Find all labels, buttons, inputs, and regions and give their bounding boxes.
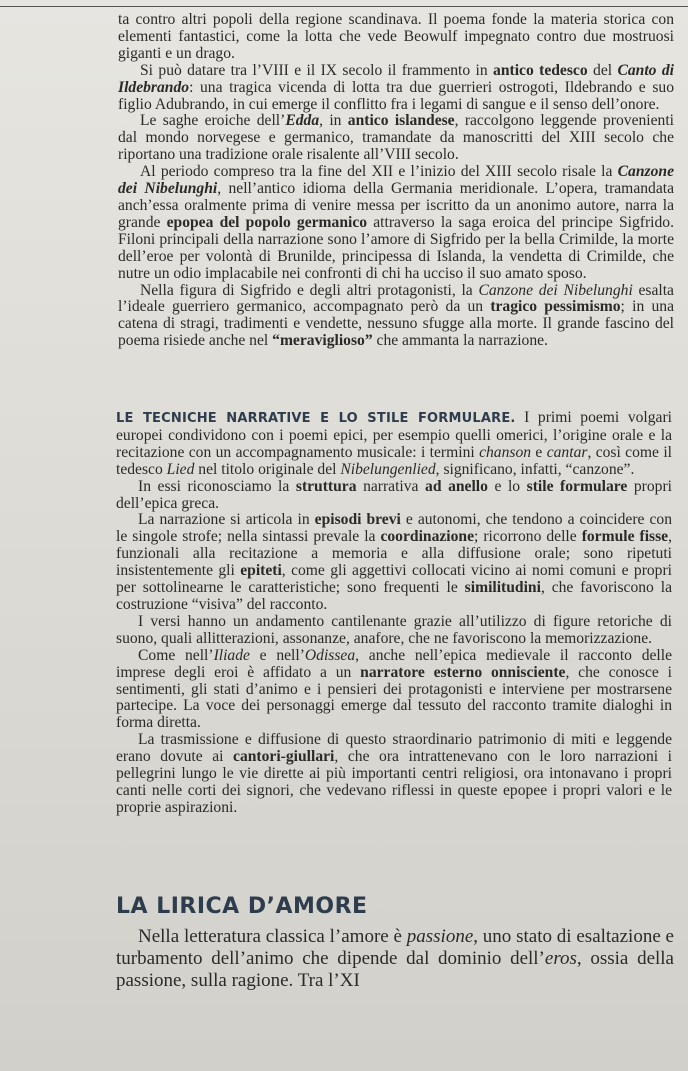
paragraph-oral-origin: LE TECNICHE NARRATIVE E LO STILE FORMULARE. I primi poemi volgari europei condividono con i poemi epici, per esempio quelli omerici, l’origine orale e la recitazione con un accompagnamento musicale: i termini chanson e cantar, così come il tedesco Lied nel titolo originale del Nibelungenlied, significano, infatti, “canzone”. bbox=[116, 409, 672, 478]
section-title-lirica: LA LIRICA D’AMORE bbox=[116, 894, 368, 919]
paragraph-sigfrido: Nella figura di Sigfrido e degli altri protagonisti, la Canzone dei Nibelunghi esalta l’ideale guerriero germanico, accompagnato però da un tragico pessimismo; in una catena di stragi, tradimenti e vendette, nessuno sfugge alla morte. Il grande fascino del poema risiede anche nel “meraviglioso” che ammanta la narrazione. bbox=[118, 281, 674, 350]
paragraph-episodes: La narrazione si articola in episodi brevi e autonomi, che tendono a coincidere con le singole strofe; nella sintassi prevale la coordinazione; ricorrono delle formule fisse, funzionali alla recitazione a memoria e alla diffusione orale; sono ripetuti insistentemente gli epiteti, come gli aggettivi collocati vicino ai nomi comuni e propri per sottolinearne le caratteristiche; sono frequenti le similitudini, che favoriscono la costruzione “visiva” del racconto. bbox=[116, 511, 673, 613]
paragraph-beowulf: ta contro altri popoli della regione scandinava. Il poema fonde la materia storica con elementi fantastici, come la lotta che vede Beowulf impegnato contro due mostruosi giganti e un drago. bbox=[118, 11, 674, 62]
top-rule bbox=[0, 6, 688, 7]
section-heading: LE TECNICHE NARRATIVE E LO STILE FORMULARE. bbox=[116, 411, 516, 426]
section-lirica bbox=[116, 926, 674, 992]
paragraph-edda: Le saghe eroiche dell’Edda, in antico islandese, raccolgono leggende provenienti dal mondo norvegese e germanico, tramandate da manoscritti del XIII secolo che riportano una tradizione orale risalente all’VIII secolo. bbox=[118, 112, 675, 164]
paragraph-ildebrando: Si può datare tra l’VIII e il IX secolo il frammento in antico tedesco del Canto di Ildebrando: una tragica vicenda di lotta tra due guerrieri ostrogoti, Ildebrando e suo figlio Adubrando, in cui emerge il conflitto fra i legami di sangue e il senso dell’onore. bbox=[118, 61, 674, 113]
paragraph-cantori: La trasmissione e diffusione di questo straordinario patrimonio di miti e leggende erano dovute ai cantori-giullari, che ora intrattenevano con le loro narrazioni i pellegrini lungo le vie dirette ai più importanti centri religiosi, ora intonavano i propri canti nelle corti dei signori, che vedevano riflessi in queste epopee i propri valori e le proprie aspirazioni. bbox=[116, 731, 672, 816]
paragraph-lirica: Nella letteratura classica l’amore è passione, uno stato di esaltazione e turbamento dell’animo che dipende dal dominio dell’eros, ossia della passione, sulla ragione. Tra l’XI bbox=[116, 926, 674, 991]
section-narrative-techniques bbox=[116, 410, 672, 817]
paragraph-verses: I versi hanno un andamento cantilenante grazie all’utilizzo di figure retoriche di suono, quali allitterazioni, assonanze, anafore, che ne favoriscono la memorizzazione. bbox=[116, 612, 672, 647]
paragraph-narrator: Come nell’Iliade e nell’Odissea, anche nell’epica medievale il racconto delle imprese degli eroi è affidato a un narratore esterno onnisciente, che conosce i sentimenti, gli stati d’animo e i pensieri dei protagonisti e interviene per mostrarsene partecipe. La voce dei personaggi emerge dal tessuto del racconto tramite dialoghi in forma diretta. bbox=[116, 646, 672, 732]
paragraph-structure: In essi riconosciamo la struttura narrativa ad anello e lo stile formulare propri dell’epica greca. bbox=[116, 477, 672, 512]
paragraph-nibelunghi: Al periodo compreso tra la fine del XII e l’inizio del XIII secolo risale la Canzone dei Nibelunghi, nell’antico idioma della Germania meridionale. L’opera, tramandata anch’essa oralmente prima di venire messa per iscritto da un anonimo autore, narra la grande epopea del popolo germanico attraverso la saga eroica del principe Sigfrido. Filoni principali della narrazione sono l’amore di Sigfrido per la bella Crimilde, la morte dell’eroe per volontà di Brunilde, principessa di Islanda, la vendetta di Crimilde, che nutre un odio implacabile nei confronti di chi ha ucciso il suo amato sposo. bbox=[118, 163, 675, 282]
section-epic-poems bbox=[118, 12, 674, 350]
